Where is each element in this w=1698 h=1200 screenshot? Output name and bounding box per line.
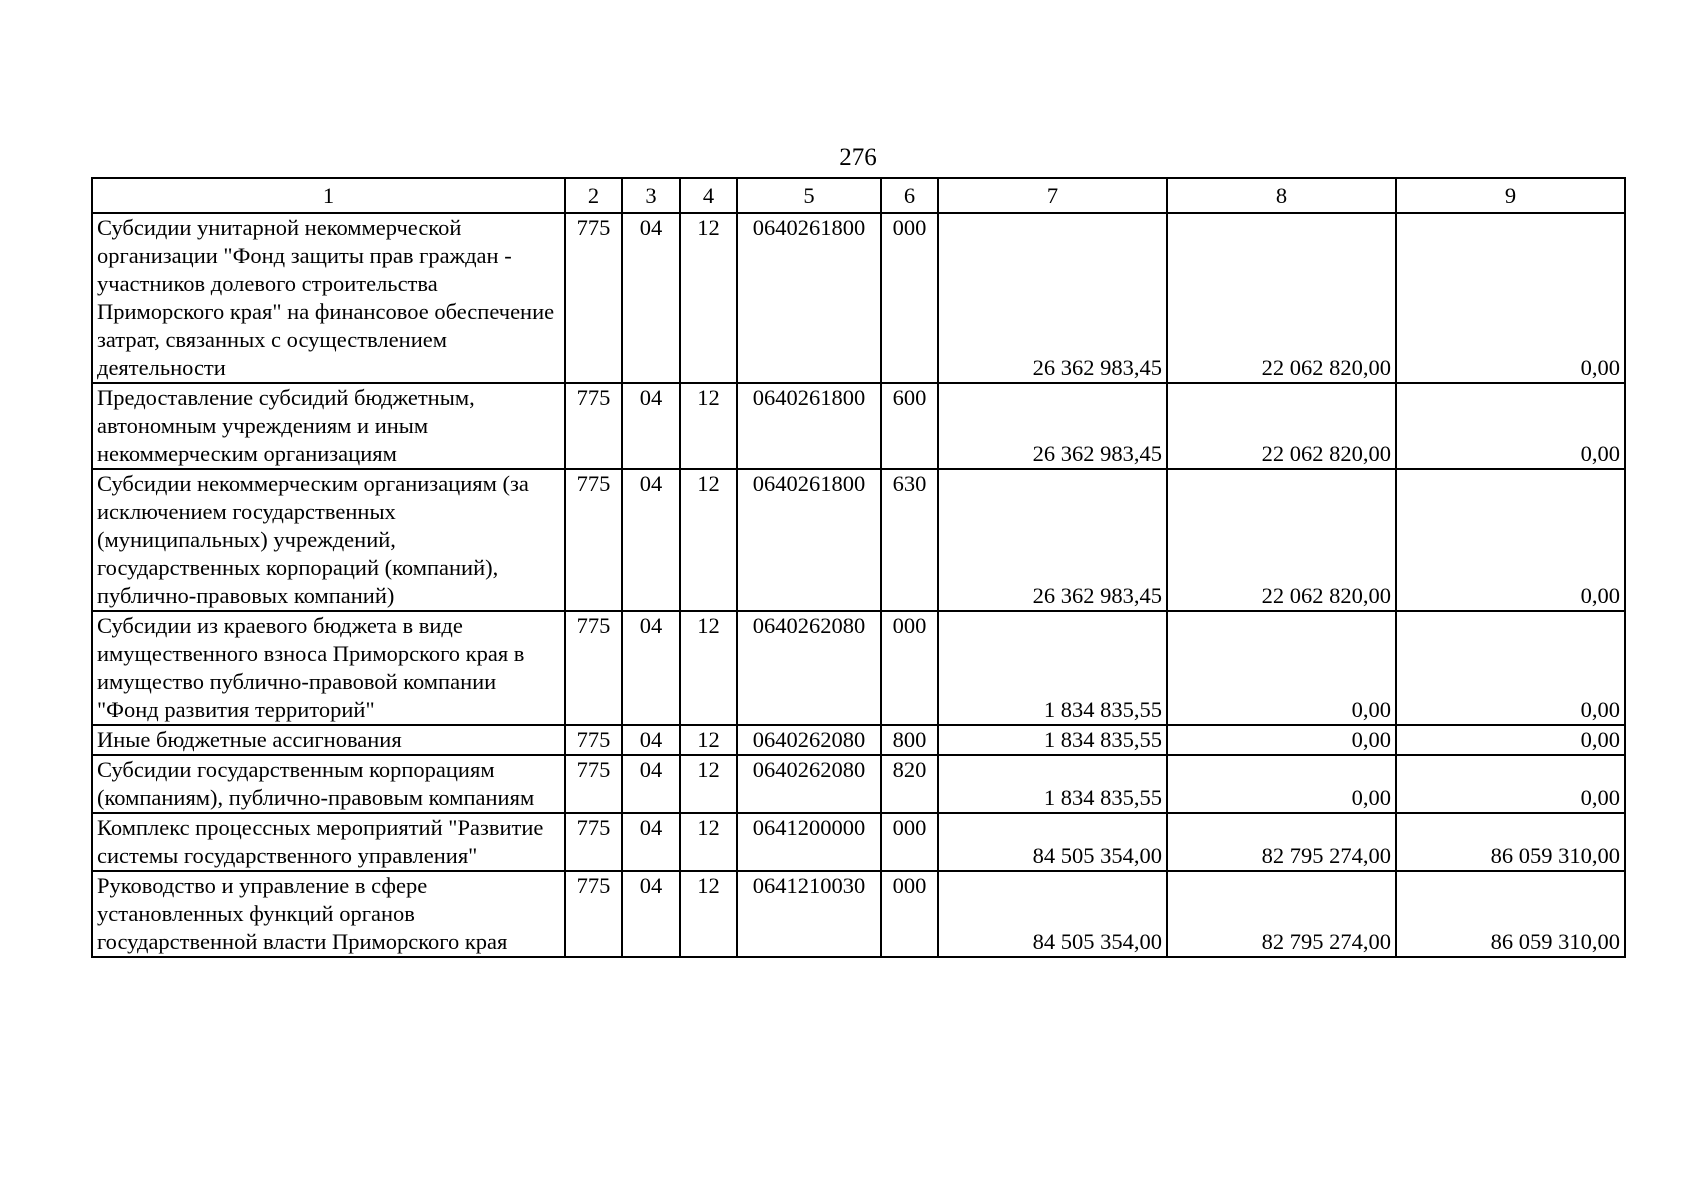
cell-expense-type: 820 — [881, 755, 938, 813]
cell-section-code: 04 — [622, 469, 680, 611]
row-name: Комплекс процессных мероприятий "Развитие системы государственного управления" — [92, 813, 565, 871]
cell-subsection-code: 12 — [680, 725, 737, 755]
cell-subsection-code: 12 — [680, 611, 737, 725]
cell-amount-8: 0,00 — [1167, 611, 1396, 725]
cell-ministry-code: 775 — [565, 383, 622, 469]
table-row — [92, 755, 1625, 813]
table-row — [92, 871, 1625, 957]
column-header-7: 7 — [938, 178, 1167, 213]
cell-ministry-code: 775 — [565, 813, 622, 871]
row-name: Иные бюджетные ассигнования — [92, 725, 565, 755]
cell-amount-9: 0,00 — [1396, 383, 1625, 469]
table-row — [92, 383, 1625, 469]
cell-amount-7: 84 505 354,00 — [938, 813, 1167, 871]
column-header-4: 4 — [680, 178, 737, 213]
cell-amount-8: 82 795 274,00 — [1167, 813, 1396, 871]
cell-amount-8: 82 795 274,00 — [1167, 871, 1396, 957]
cell-amount-7: 1 834 835,55 — [938, 755, 1167, 813]
cell-section-code: 04 — [622, 813, 680, 871]
cell-target-article: 0641210030 — [737, 871, 881, 957]
cell-target-article: 0640261800 — [737, 213, 881, 383]
cell-section-code: 04 — [622, 755, 680, 813]
table-row — [92, 813, 1625, 871]
cell-subsection-code: 12 — [680, 871, 737, 957]
cell-ministry-code: 775 — [565, 213, 622, 383]
cell-expense-type: 000 — [881, 611, 938, 725]
table-row — [92, 213, 1625, 383]
cell-target-article: 0641200000 — [737, 813, 881, 871]
cell-amount-9: 0,00 — [1396, 213, 1625, 383]
column-header-2: 2 — [565, 178, 622, 213]
cell-amount-8: 22 062 820,00 — [1167, 213, 1396, 383]
cell-subsection-code: 12 — [680, 755, 737, 813]
cell-ministry-code: 775 — [565, 469, 622, 611]
cell-amount-9: 86 059 310,00 — [1396, 813, 1625, 871]
header-row — [92, 178, 1625, 213]
cell-amount-7: 26 362 983,45 — [938, 469, 1167, 611]
cell-subsection-code: 12 — [680, 469, 737, 611]
table-row — [92, 611, 1625, 725]
cell-amount-7: 1 834 835,55 — [938, 611, 1167, 725]
cell-amount-7: 26 362 983,45 — [938, 383, 1167, 469]
cell-target-article: 0640261800 — [737, 383, 881, 469]
cell-section-code: 04 — [622, 725, 680, 755]
page-number: 276 — [839, 144, 877, 171]
cell-amount-7: 1 834 835,55 — [938, 725, 1167, 755]
row-name: Руководство и управление в сфере установленных функций органов государственной власти Приморского края — [92, 871, 565, 957]
row-name: Субсидии унитарной некоммерческой организации "Фонд защиты прав граждан - участников долевого строительства Приморского края" на финансовое обеспечение затрат, связанных с осуществлением деятельности — [92, 213, 565, 383]
cell-ministry-code: 775 — [565, 871, 622, 957]
cell-expense-type: 000 — [881, 213, 938, 383]
cell-target-article: 0640262080 — [737, 755, 881, 813]
cell-section-code: 04 — [622, 383, 680, 469]
cell-target-article: 0640261800 — [737, 469, 881, 611]
cell-ministry-code: 775 — [565, 611, 622, 725]
column-header-1: 1 — [92, 178, 565, 213]
table-row — [92, 725, 1625, 755]
cell-section-code: 04 — [622, 611, 680, 725]
cell-amount-9: 0,00 — [1396, 755, 1625, 813]
column-header-9: 9 — [1396, 178, 1625, 213]
cell-expense-type: 000 — [881, 813, 938, 871]
cell-subsection-code: 12 — [680, 383, 737, 469]
row-name: Субсидии государственным корпорациям (компаниям), публично-правовым компаниям — [92, 755, 565, 813]
cell-ministry-code: 775 — [565, 755, 622, 813]
cell-expense-type: 000 — [881, 871, 938, 957]
cell-target-article: 0640262080 — [737, 611, 881, 725]
cell-amount-7: 26 362 983,45 — [938, 213, 1167, 383]
cell-expense-type: 600 — [881, 383, 938, 469]
cell-target-article: 0640262080 — [737, 725, 881, 755]
cell-amount-9: 86 059 310,00 — [1396, 871, 1625, 957]
cell-amount-8: 22 062 820,00 — [1167, 469, 1396, 611]
cell-subsection-code: 12 — [680, 213, 737, 383]
column-header-5: 5 — [737, 178, 881, 213]
row-name: Предоставление субсидий бюджетным, автономным учреждениям и иным некоммерческим организациям — [92, 383, 565, 469]
budget-table — [91, 177, 1626, 958]
cell-amount-8: 0,00 — [1167, 725, 1396, 755]
column-header-8: 8 — [1167, 178, 1396, 213]
cell-amount-9: 0,00 — [1396, 725, 1625, 755]
cell-amount-9: 0,00 — [1396, 611, 1625, 725]
cell-expense-type: 630 — [881, 469, 938, 611]
table-row — [92, 469, 1625, 611]
cell-amount-9: 0,00 — [1396, 469, 1625, 611]
cell-ministry-code: 775 — [565, 725, 622, 755]
cell-expense-type: 800 — [881, 725, 938, 755]
column-header-3: 3 — [622, 178, 680, 213]
cell-subsection-code: 12 — [680, 813, 737, 871]
row-name: Субсидии некоммерческим организациям (за исключением государственных (муниципальных) учреждений, государственных корпораций (компаний), публично-правовых компаний) — [92, 469, 565, 611]
cell-amount-8: 22 062 820,00 — [1167, 383, 1396, 469]
cell-section-code: 04 — [622, 213, 680, 383]
cell-amount-7: 84 505 354,00 — [938, 871, 1167, 957]
row-name: Субсидии из краевого бюджета в виде имущественного взноса Приморского края в имущество публично-правовой компании "Фонд развития территорий" — [92, 611, 565, 725]
cell-amount-8: 0,00 — [1167, 755, 1396, 813]
cell-section-code: 04 — [622, 871, 680, 957]
column-header-6: 6 — [881, 178, 938, 213]
